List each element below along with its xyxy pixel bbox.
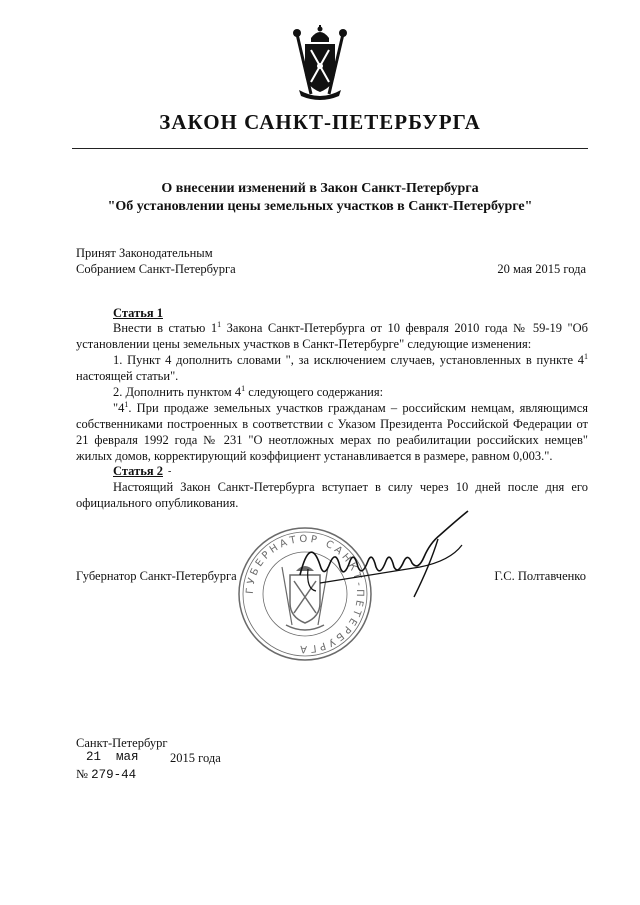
article-1-quote: "$4^1$. При продаже земельных участков гражданам – российским немцам, являющимся собственниками построенных в соответствии с Указом Президента Российской Федерации от 21 февраля 1992 года № 231 "О неотложных мерах по реабилитации российских немцев" жилых домов, корректирующий коэффициент устанавливается в размере, равном 0,003.".: [76, 399, 588, 463]
law-number: [76, 766, 136, 783]
signing-day: 21: [86, 750, 102, 764]
article-2-text: Настоящий Закон Санкт-Петербурга вступает в силу через 10 дней после дня его официального опубликования.: [76, 480, 588, 510]
signing-year: 2015 года: [170, 751, 221, 765]
article-1-intro: Внести в статью $1^1$ Закона Санкт-Петербурга от 10 февраля 2010 года № 59-19 "Об установлении цены земельных участков в Санкт-Петербурге" следующие изменения:: [76, 319, 588, 351]
stray-mark: -: [168, 466, 172, 477]
adoption-body-line-2: Собранием Санкт-Петербурга: [76, 262, 236, 276]
governor-title: Губернатор Санкт-Петербурга: [76, 569, 237, 583]
law-subtitle-line-1: О внесении изменений в Закон Санкт-Петербурга: [161, 181, 479, 196]
signing-place: Санкт-Петербург: [76, 736, 168, 750]
law-number-value: 279-44: [91, 768, 137, 782]
adoption-date: 20 мая 2015 года: [497, 262, 586, 276]
title-divider: [72, 148, 588, 149]
adoption-body-line-1: Принят Законодательным: [76, 246, 213, 260]
seal-text: ГУБЕРНАТОР САНКТ-ПЕТЕРБУРГА: [244, 533, 366, 655]
law-subtitle-line-2: "Об установлении цены земельных участков в Санкт-Петербурге": [107, 199, 533, 214]
law-number-prefix: №: [76, 767, 88, 781]
coat-of-arms-icon: [289, 24, 351, 102]
article-1-item-1: 1. Пункт 4 дополнить словами ", за исключением случаев, установленных в пункте $4^1$ настоящей статьи".: [76, 351, 588, 383]
signing-month: мая: [116, 750, 139, 764]
handwritten-signature: [290, 505, 480, 605]
article-1-body: [76, 320, 588, 464]
article-2-heading: Статья 2: [113, 464, 163, 478]
article-1-item-2: 2. Дополнить пунктом $4^1$ следующего содержания:: [113, 383, 384, 399]
article-1-heading: Статья 1: [113, 306, 163, 320]
law-title: ЗАКОН САНКТ-ПЕТЕРБУРГА: [159, 110, 481, 134]
governor-name: Г.С. Полтавченко: [494, 569, 586, 583]
